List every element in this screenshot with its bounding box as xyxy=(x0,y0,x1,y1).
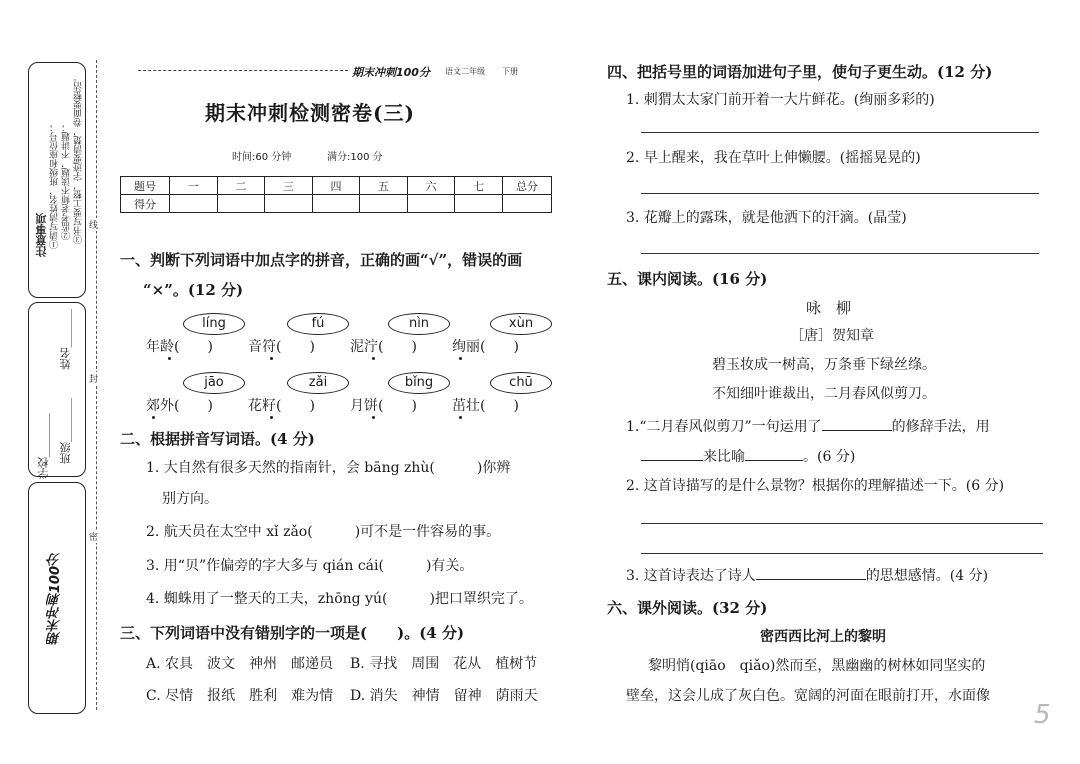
notice-title: 注意事项 xyxy=(35,213,48,257)
score-input-cell[interactable] xyxy=(455,195,503,213)
pinyin-oval: jāo xyxy=(183,372,245,394)
section3-heading: 三、下列词语中没有错别字的一项是( )。(4 分) xyxy=(120,624,465,642)
emphasis-dot xyxy=(168,357,171,360)
notice-line-3: ③书写要工整，字迹要清楚，卷面要整洁。 xyxy=(74,73,84,244)
exam-time: 时间:60 分钟 xyxy=(232,152,292,163)
blank[interactable] xyxy=(822,416,892,431)
poem-line-1: 碧玉妆成一树高，万条垂下绿丝绦。 xyxy=(712,357,936,373)
option-c[interactable]: C. 尽情 报纸 胜利 难为情 xyxy=(146,688,334,704)
header-brand: 期末冲刺100分 xyxy=(352,66,430,79)
section6-heading: 六、课外阅读。(32 分) xyxy=(607,599,768,617)
score-table-cell: 总分 xyxy=(503,177,552,195)
cut-line xyxy=(96,60,97,710)
section1-heading: 一、判断下列词语中加点字的拼音，正确的画“√”，错误的画 xyxy=(120,251,523,269)
section4-q2: 2. 早上醒来，我在草叶上伸懒腰。(摇摇晃晃的) xyxy=(626,150,921,166)
pinyin-oval: bǐng xyxy=(388,372,450,394)
section4-heading: 四、把括号里的词语加进句子里，使句子更生动。(12 分) xyxy=(607,63,993,81)
emphasis-dot xyxy=(270,357,273,360)
word-item[interactable]: 郊外( ) xyxy=(146,398,213,414)
notice-line-1: ①请写清姓名、班级和座位号； xyxy=(50,123,60,249)
blank[interactable] xyxy=(641,446,703,461)
pinyin-oval: xùn xyxy=(490,313,552,335)
blank[interactable] xyxy=(756,565,866,580)
option-d[interactable]: D. 消失 神情 留神 荫雨天 xyxy=(350,688,538,704)
word-item[interactable]: 泥泞( ) xyxy=(350,339,417,355)
section2-q3: 3. 用“贝”作偏旁的字大多与 qián cái( )有关。 xyxy=(146,558,474,574)
header-subject: 语文二年级 xyxy=(445,67,485,76)
answer-line[interactable] xyxy=(641,132,1039,133)
score-table-score-row xyxy=(121,195,552,213)
emphasis-dot xyxy=(372,357,375,360)
notice-line-2: ②监考老师不读题，不讲题； xyxy=(62,123,72,240)
score-table-cell: 六 xyxy=(407,177,455,195)
emphasis-dot xyxy=(372,416,375,419)
cut-label-feng: 封 xyxy=(89,372,98,385)
score-table-cell: 四 xyxy=(312,177,360,195)
poem-author: ［唐］贺知章 xyxy=(790,328,874,344)
reading-paragraph-line-2: 壁垒，这会儿成了灰白色。宽阔的河面在眼前打开，水面像 xyxy=(626,688,990,704)
score-table-cell: 一 xyxy=(170,177,218,195)
word-item[interactable]: 花籽( ) xyxy=(248,398,315,414)
score-table-header-row xyxy=(121,177,552,195)
score-input-cell[interactable] xyxy=(503,195,552,213)
score-table-cell: 七 xyxy=(455,177,503,195)
pinyin-oval: fú xyxy=(287,313,349,335)
section5-q1: 1.“二月春风似剪刀”一句运用了 的修辞手法，用 xyxy=(626,416,990,437)
word-item[interactable]: 绚丽( ) xyxy=(452,339,519,355)
pinyin-oval: nìn xyxy=(388,313,450,335)
reading-title: 密西西比河上的黎明 xyxy=(760,629,886,645)
cut-label-xian: 线 xyxy=(89,218,98,231)
exam-full-score: 满分:100 分 xyxy=(327,152,383,163)
section2-q4: 4. 蜘蛛用了一整天的工夫，zhōng yú( )把口罩织完了。 xyxy=(146,591,533,607)
binding-margin xyxy=(28,62,86,717)
score-table xyxy=(120,176,552,213)
name-field[interactable]: 姓名_______ xyxy=(59,309,72,370)
word-item[interactable]: 月饼( ) xyxy=(350,398,417,414)
cut-label-mi: 密 xyxy=(89,530,98,543)
score-input-cell[interactable] xyxy=(217,195,265,213)
section2-heading: 二、根据拼音写词语。(4 分) xyxy=(120,430,315,448)
poem-title: 咏 柳 xyxy=(806,299,852,317)
page-number: 5 xyxy=(1034,700,1051,730)
answer-line[interactable] xyxy=(641,193,1039,194)
section2-q1: 1. 大自然有很多天然的指南针，会 bāng zhù( )你辨 xyxy=(146,460,511,476)
section4-q3: 3. 花瓣上的露珠，就是他洒下的汗滴。(晶莹) xyxy=(626,210,907,226)
student-info-box xyxy=(28,302,86,477)
poem-line-2: 不知细叶谁裁出，二月春风似剪刀。 xyxy=(712,386,936,402)
word-item[interactable]: 茁壮( ) xyxy=(452,398,519,414)
emphasis-dot xyxy=(459,416,462,419)
class-field[interactable]: 班级________ xyxy=(59,398,72,464)
score-input-cell[interactable] xyxy=(360,195,408,213)
section2-q1-cont: 别方向。 xyxy=(162,491,218,507)
option-b[interactable]: B. 寻找 周围 花从 植树节 xyxy=(350,656,538,672)
header-rule xyxy=(138,70,348,71)
score-input-cell[interactable] xyxy=(265,195,313,213)
pinyin-oval: zǎi xyxy=(287,372,349,394)
score-table-cell: 三 xyxy=(265,177,313,195)
emphasis-dot xyxy=(270,416,273,419)
notice-box xyxy=(28,62,86,298)
reading-paragraph-line-1: 黎明悄(qiāo qiǎo)然而至，黑幽幽的树林如同坚实的 xyxy=(648,658,986,674)
answer-line[interactable] xyxy=(641,253,1039,254)
section2-q2: 2. 航天员在太空中 xǐ zǎo( )可不是一件容易的事。 xyxy=(146,524,501,540)
section5-q2: 2. 这首诗描写的是什么景物？根据你的理解描述一下。(6 分) xyxy=(626,478,1005,494)
emphasis-dot xyxy=(459,357,462,360)
score-input-cell[interactable] xyxy=(170,195,218,213)
section1-heading-cont: “×”。(12 分) xyxy=(143,281,244,299)
emphasis-dot xyxy=(152,416,155,419)
score-table-cell: 题号 xyxy=(121,177,170,195)
blank[interactable] xyxy=(745,446,803,461)
score-input-cell[interactable] xyxy=(312,195,360,213)
page-title: 期末冲刺检测密卷(三) xyxy=(205,101,415,125)
score-table-cell: 得分 xyxy=(121,195,170,213)
word-item[interactable]: 音符( ) xyxy=(248,339,315,355)
score-table-cell: 二 xyxy=(217,177,265,195)
section5-q3: 3. 这首诗表达了诗人 的思想感情。(4 分) xyxy=(626,565,988,586)
option-a[interactable]: A. 农具 波文 神州 邮递员 xyxy=(146,656,334,672)
header-volume: 下册 xyxy=(502,67,518,76)
pinyin-oval: chū xyxy=(490,372,552,394)
section5-q1-cont: 来比喻 。(6 分) xyxy=(641,446,855,467)
brand-box xyxy=(28,482,86,714)
pinyin-oval: líng xyxy=(183,313,245,335)
score-input-cell[interactable] xyxy=(407,195,455,213)
section5-heading: 五、课内阅读。(16 分) xyxy=(607,270,768,288)
answer-line[interactable] xyxy=(641,553,1043,554)
score-table-cell: 五 xyxy=(360,177,408,195)
section4-q1: 1. 刺猬太太家门前开着一大片鲜花。(绚丽多彩的) xyxy=(626,92,935,108)
school-field[interactable]: 学校________ xyxy=(37,413,50,479)
word-item[interactable]: 年龄( ) xyxy=(146,339,213,355)
answer-line[interactable] xyxy=(641,523,1043,524)
margin-brand: 期末冲刺100分 xyxy=(48,553,63,646)
